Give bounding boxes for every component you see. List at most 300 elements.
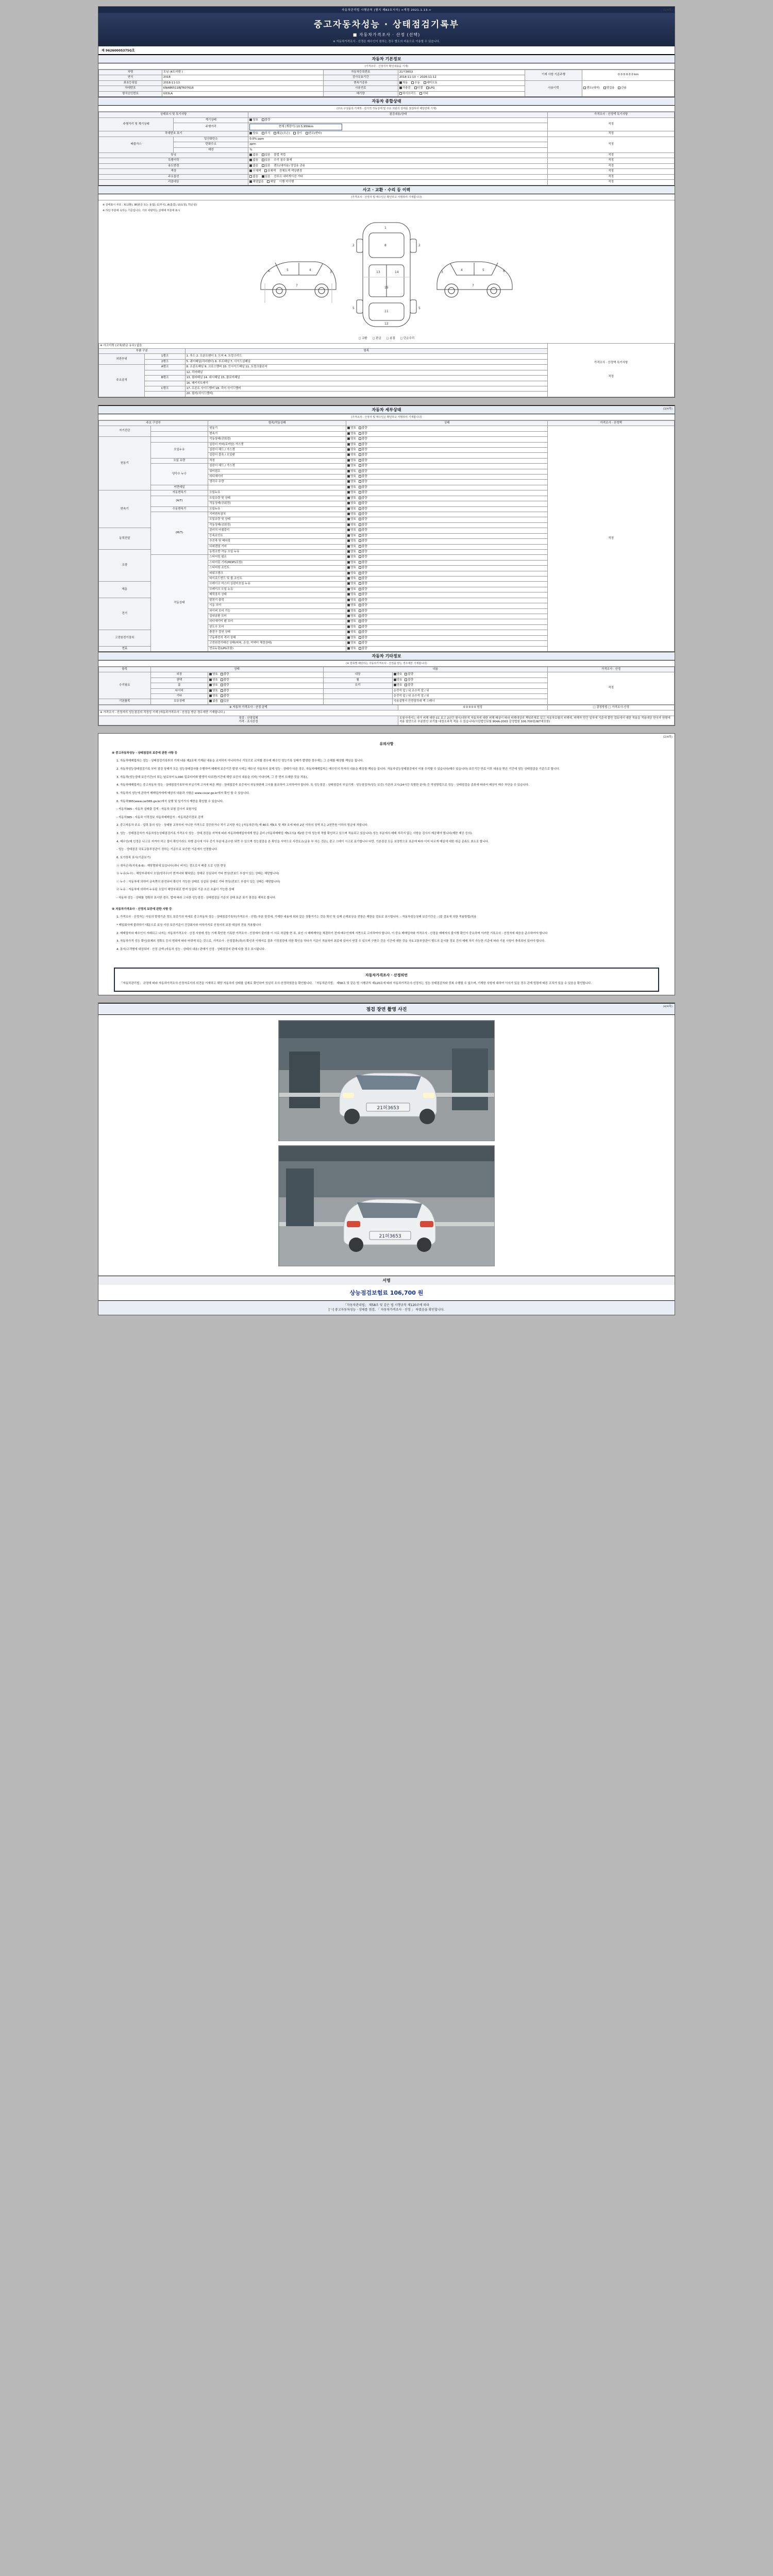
photo-rear-image — [279, 1146, 495, 1266]
detail-state — [346, 592, 548, 598]
state-good[interactable]: 양호 — [347, 647, 356, 651]
etc-content-state — [392, 683, 548, 688]
state-bad[interactable]: 불량 — [359, 497, 367, 500]
rank-1: 1랭크 — [145, 354, 185, 359]
color-mono[interactable]: 무채색 — [249, 170, 261, 173]
opt-manual[interactable]: 수동 — [411, 81, 420, 85]
notice-item: 4. 매수인(매 인정은 나고로 지켜야 하고 물어 확인이라도 하행 검사에 아무 증거 부분에 준수한 되면 수 있으며 성능점검을 본 확인을 서약으로 사전요소(금융 부 하는 것은), 중고 스테이 시고로 표기합니다 다만, 기본점검 모든 보장받으로 표준에 따라 이미 다르게 매실에 대한 취급 종류도 최소로 합니다. — [116, 840, 489, 843]
form-legal-header: 자동차관리법 시행규칙 [별지 제82호서식] <개정 2021.1.13.> — [98, 7, 675, 13]
state-good[interactable]: 양호 — [347, 491, 356, 495]
state-bad[interactable]: 불량 — [359, 427, 367, 430]
detail-state — [346, 598, 548, 603]
detail-group: 제동 — [99, 582, 151, 598]
sheet-tag-2: (3/4쪽) — [663, 407, 673, 411]
table-row — [99, 174, 675, 179]
footer-line-2: [ㄱ] 중고자동차성능 · 상태를 점검, 「 자동차가격조사 · 산정 」 하였음을 확인합니다. — [328, 1308, 445, 1312]
row-val-usechange — [248, 163, 548, 168]
state-good[interactable]: 양호 — [347, 437, 356, 441]
opt-hybrid[interactable]: 하이브리드 — [399, 92, 416, 96]
state-good[interactable]: 양호 — [347, 539, 356, 543]
state-good[interactable]: 양호 — [347, 550, 356, 554]
inspection-fee-value: 106,700 원 — [390, 1289, 424, 1296]
state-good[interactable]: 양호 — [347, 615, 356, 618]
notice-item: - 성능 · 상태점검 국토교통부장관이 정하는 기준으로 보증한 기준에서 인정합니다. — [116, 848, 218, 852]
state-bad[interactable]: 불량 — [359, 625, 367, 629]
rank-b2-items: 16. 패키지트레이 — [185, 381, 548, 386]
state-good[interactable]: 양호 — [347, 604, 356, 607]
group-exterior: 외판부위 — [99, 354, 145, 365]
etc-opt[interactable]: 불량 — [221, 689, 229, 693]
detail-subgroup: 수동변속기 — [150, 506, 208, 512]
state-good[interactable]: 양호 — [347, 566, 356, 570]
history-yes[interactable]: 있음 — [262, 159, 271, 162]
detail-item: 스티어링 조인트 — [208, 566, 346, 571]
vin-good[interactable]: 양호 — [249, 132, 258, 135]
detail-state — [346, 582, 548, 587]
usechange-none[interactable]: 없음 — [249, 164, 258, 168]
etc-opt2[interactable]: 양호 — [394, 679, 402, 682]
state-bad[interactable]: 불량 — [359, 641, 367, 645]
price-note: ※ 가격조사 · 산정자의 성능점검의 적정성 기재 (자동차가격조사 · 산정을 받은 경우에만 기재합니다.) — [99, 710, 675, 716]
state-good[interactable]: 양호 — [347, 502, 356, 505]
label-year: 연식 — [99, 75, 162, 80]
legend-welding: ◻ 용접 — [386, 336, 395, 340]
state-bad[interactable]: 불량 — [359, 453, 367, 457]
row-label-odometer: 주행거리 및 계기상태 — [99, 117, 174, 131]
notice-title: 유의사항 — [379, 741, 394, 746]
detail-subgroup: (A/T) — [150, 496, 208, 506]
state-good[interactable]: 양호 — [347, 641, 356, 645]
tuning-none[interactable]: 없음 — [249, 154, 258, 157]
table-row — [99, 158, 675, 163]
state-good[interactable]: 양호 — [347, 523, 356, 527]
etc-state — [208, 694, 323, 699]
detail-item: 냉각수 수량 — [208, 480, 346, 485]
sheet-tag-3: (2/4쪽) — [663, 735, 673, 739]
svg-text:15: 15 — [384, 285, 389, 290]
state-bad[interactable]: 불량 — [359, 572, 367, 575]
state-good[interactable]: 양호 — [347, 507, 356, 511]
state-good[interactable]: 양호 — [347, 480, 356, 484]
state-good[interactable]: 양호 — [347, 572, 356, 575]
state-bad[interactable]: 불량 — [359, 523, 367, 527]
svg-text:14: 14 — [395, 270, 399, 274]
detail-item: 클러치 어셈블리 — [208, 528, 346, 533]
detail-subgroup: 커먼레일 — [150, 485, 208, 490]
detail-item: 스티어링 펌프 — [208, 555, 346, 560]
etc-state — [208, 677, 323, 683]
state-bad[interactable]: 불량 — [359, 502, 367, 505]
state-good[interactable]: 양호 — [347, 513, 356, 516]
state-bad[interactable]: 불량 — [359, 647, 367, 651]
row-label-options: 주요옵션 — [99, 174, 248, 179]
detail-item: 충전구 절연 상태 — [208, 630, 346, 635]
value-odometer: 0 0 0 0 0 0 km — [582, 70, 675, 81]
label-model-code: 형식승인번호 — [99, 91, 162, 96]
state-good[interactable]: 양호 — [347, 448, 356, 452]
table-header-row — [99, 667, 675, 672]
detail-item: 동력조향 작동 오일 누유 — [208, 549, 346, 554]
options-yes[interactable]: 있음 — [262, 175, 271, 179]
state-bad[interactable]: 불량 — [359, 448, 367, 452]
section-note-accident: (가격조사 · 산정자 및 매수인은 확인하고 서명하여 기재합니다) — [98, 194, 675, 200]
etc-opt2[interactable]: 양호 — [394, 673, 402, 676]
detail-item: 원동기 — [208, 426, 346, 431]
detail-subgroup — [150, 437, 208, 442]
inspection-fee-bar — [98, 1285, 675, 1300]
state-bad[interactable]: 불량 — [359, 459, 367, 463]
table-row — [99, 672, 675, 677]
state-good[interactable]: 양호 — [347, 518, 356, 521]
no-accident-label: ※ 사고이력 (교차/판금 유무) 없음 — [99, 343, 548, 348]
table-row — [99, 137, 675, 142]
state-good[interactable]: 양호 — [347, 432, 356, 436]
etc-opt[interactable]: 불량 — [221, 694, 229, 698]
svg-text:6: 6 — [503, 269, 505, 273]
detail-item: 디퍼렌셜 기어 — [208, 544, 346, 549]
detail-item: 변속기 — [208, 431, 346, 436]
state-bad[interactable]: 불량 — [359, 620, 367, 623]
sheet-tag-4: (4/4쪽) — [663, 1005, 673, 1008]
opt-semi[interactable]: 세미오토 — [424, 81, 438, 85]
gauge-bad[interactable]: 불량 — [262, 118, 271, 122]
state-good[interactable]: 양호 — [347, 545, 356, 549]
detail-item: 실린더 헤드 / 가스켓 — [208, 447, 346, 452]
col-head-item: 상태표시 및 특기사항 — [99, 112, 248, 117]
svg-text:21허3653: 21허3653 — [377, 1105, 399, 1111]
accident-legend-line1: ※ 상태표시 부호 : X(교환), W(판금 또는 용접), C(부식), A(흠집), U(요철), T(손상) — [103, 203, 197, 207]
car-diagram-right-side — [431, 236, 518, 313]
usage-rent[interactable]: 렌트(대여) — [583, 87, 600, 90]
detail-item: 실내송풍 모터 — [208, 614, 346, 619]
accident-note-head: 가격조사 · 산정액 특기사항 — [594, 361, 628, 364]
photo-rear — [278, 1145, 495, 1266]
parts-col-head-1: 항목 — [185, 349, 548, 354]
detail-state — [346, 619, 548, 624]
svg-text:1: 1 — [384, 226, 386, 230]
state-bad[interactable]: 불량 — [359, 539, 367, 543]
detail-state — [346, 506, 548, 512]
vin-corrode[interactable]: 부식 — [262, 132, 271, 135]
fuel-gasoline[interactable]: 가솔린 — [399, 87, 411, 90]
rank-a: A랭크 — [145, 365, 185, 370]
state-bad[interactable]: 불량 — [359, 437, 367, 441]
col-head-note: 가격조사 · 산정액 특기사항 — [548, 112, 675, 117]
usage-gov[interactable]: 관용 — [618, 87, 627, 90]
etc-opt[interactable]: 있음 — [221, 700, 229, 703]
etc-table — [98, 667, 675, 705]
state-good[interactable]: 양호 — [347, 631, 356, 634]
rank-2: 2랭크 — [145, 359, 185, 364]
etc-state — [208, 683, 323, 688]
detail-item: 실린더 헤드 / 가스켓 — [208, 464, 346, 469]
row-label-color: 색상 — [99, 169, 248, 174]
rank-c2-items: 20. 필러(사이드멤버) — [185, 392, 548, 397]
row-sub-gauge: 계기상태 — [174, 117, 248, 123]
opt-etc[interactable]: 기타 — [419, 92, 428, 96]
section-note-etc: (※ 항목별 해당하는 자동차가격조사 · 산정을 받는 경우에만 기재합니다) — [98, 660, 675, 667]
detail-item: 파워크랭크 — [208, 571, 346, 576]
detail-item: 실린더 블록 / 오일팬 — [208, 453, 346, 458]
detail-state — [346, 555, 548, 560]
detail-state — [346, 560, 548, 565]
rank-a2 — [145, 370, 185, 375]
gauge-good[interactable]: 양호 — [249, 118, 258, 122]
history-none[interactable]: 없음 — [249, 159, 258, 162]
table-row — [99, 716, 675, 725]
etc-opt[interactable]: 불량 — [221, 684, 229, 687]
detail-item: 구동축전지 격리 상태 — [208, 635, 346, 640]
rank-b2 — [145, 381, 185, 386]
state-bad[interactable]: 불량 — [359, 615, 367, 618]
state-good[interactable]: 양호 — [347, 599, 356, 602]
detail-state — [346, 571, 548, 576]
usage-biz[interactable]: 영업용 — [603, 87, 615, 90]
fuel-lpg[interactable]: LPG — [426, 87, 435, 90]
usechange-yes[interactable]: 있음 — [262, 164, 271, 168]
state-bad[interactable]: 불량 — [359, 491, 367, 495]
signature-bar: 서명 — [98, 1276, 675, 1285]
section-title-etc: 자동차 기타정보 — [98, 652, 675, 660]
detail-state — [346, 490, 548, 496]
detail-item: 브레이크 오일 누유 — [208, 587, 346, 592]
etc-opt[interactable]: 양호 — [209, 684, 218, 687]
detail-group: 연료 — [99, 646, 151, 651]
row-val-gauge — [248, 117, 548, 123]
svg-text:4: 4 — [309, 268, 311, 272]
state-bad[interactable]: 불량 — [359, 588, 367, 591]
detail-state — [346, 464, 548, 469]
state-good[interactable]: 양호 — [347, 529, 356, 532]
document-masthead — [98, 13, 675, 46]
table-row — [99, 163, 675, 168]
vin-modified[interactable]: 변조(변타) — [306, 132, 322, 135]
etc-opt[interactable]: 양호 — [209, 694, 218, 698]
car-diagram-top-view — [345, 215, 428, 334]
row-sub-smoke: 매연 — [174, 147, 248, 152]
svg-text:21허3653: 21허3653 — [379, 1233, 401, 1239]
detail-state — [346, 522, 548, 528]
declaration-body: 「자동차관리법」 규정에 따라 자동차가격조사·산정자로서의 의견을 기재하고 해당 자동차의 상태를 실제로 확인하여 성실히 조사·산정하였음을 확인합니다. 「자동차관리법」 제58조 및 같은 법 시행규칙 제120조에 따라 자동차가격조사·산정자는 성능·상태점검자와 중복 수행할 수 없으며, 기재한 사항에 대하여 이의가 있을 경우 관계 법령에 따른 조치가 있을 수 있음을 확인합니다. — [120, 982, 592, 986]
state-bad[interactable]: 불량 — [359, 534, 367, 538]
state-bad[interactable]: 불량 — [359, 432, 367, 436]
etc-table-body — [99, 672, 675, 705]
state-bad[interactable]: 불량 — [359, 507, 367, 511]
state-good[interactable]: 양호 — [347, 427, 356, 430]
tuning-extra: 불법 적법 — [274, 154, 286, 157]
table-row — [99, 153, 675, 158]
detail-item: 오일유량 및 상태 — [208, 517, 346, 522]
row-sub-hc: 탄화수소 — [174, 142, 248, 147]
table-header-row — [99, 112, 675, 117]
etc-content-label — [323, 694, 392, 699]
row-val-smoke: % — [248, 147, 548, 152]
state-bad[interactable]: 불량 — [359, 555, 367, 559]
state-good[interactable]: 양호 — [347, 470, 356, 473]
photo-front — [278, 1020, 495, 1141]
state-bad[interactable]: 불량 — [359, 464, 367, 468]
etc-opt2[interactable]: 양호 — [394, 684, 402, 687]
state-bad[interactable]: 불량 — [359, 529, 367, 532]
accident-diagram-area — [98, 200, 675, 343]
notice-item: ⓓ 누유 : 자동차에 의하여 누유된 오일이 해당부위로 번져 상실되 기준 흐른 흐름이 가능한 상태 — [116, 888, 234, 892]
notice-item-2: * 매입회사에 불과하기 대문으로 보상 이상 보증기준이 건강회사와 마차가지로 신청서의 보장 대상의 전용 적용합니다 — [116, 923, 261, 927]
detail-state — [346, 512, 548, 517]
notice-list-2 — [112, 915, 661, 952]
detail-item: 작동상태(공회전) — [208, 501, 346, 506]
row-label-usechange: 용도변경 — [99, 163, 248, 168]
state-bad[interactable]: 불량 — [359, 518, 367, 521]
state-bad[interactable]: 불량 — [359, 604, 367, 607]
recall-na[interactable]: 해당없음 — [249, 180, 263, 184]
state-bad[interactable]: 불량 — [359, 636, 367, 640]
svg-text:2: 2 — [352, 243, 355, 247]
state-good[interactable]: 양호 — [347, 464, 356, 468]
state-bad[interactable]: 불량 — [359, 582, 367, 586]
rank-c2 — [145, 392, 185, 397]
state-good[interactable]: 양호 — [347, 625, 356, 629]
parts-col-head-0: 부품 구분 — [99, 349, 186, 354]
section-note-detail: (가격조사 · 산정자 및 매수인은 확인하고 서명하여 기재합니다) — [98, 414, 675, 420]
detail-item: 와이퍼 모터 기능 — [208, 608, 346, 614]
declaration-title: 자동차가격조사 · 산정의언 — [365, 973, 408, 978]
detail-item: 연료누출(LPG포함) — [208, 646, 346, 651]
detail-subgroup: 오일누유 — [150, 442, 208, 458]
note-vin: 적정 — [548, 131, 675, 137]
state-good[interactable]: 양호 — [347, 609, 356, 613]
state-good[interactable]: 양호 — [347, 453, 356, 457]
state-bad[interactable]: 불량 — [359, 513, 367, 516]
state-good[interactable]: 양호 — [347, 588, 356, 591]
state-bad[interactable]: 불량 — [359, 550, 367, 554]
etc-content-label — [323, 699, 392, 704]
page-title: 중고자동차성능 · 상태점검기록부 — [313, 20, 460, 30]
value-model-code: GS3LA — [162, 91, 323, 96]
detail-group: 조향 — [99, 549, 151, 582]
row-label-vin-mark: 차대번호 표기 — [99, 131, 248, 137]
color-chroma[interactable]: 유채색 — [264, 170, 276, 173]
detail-subgroup: 오일 유량 — [150, 458, 208, 463]
agency-label-text: 점검 · 산정업체 — [239, 716, 258, 720]
state-bad[interactable]: 불량 — [359, 470, 367, 473]
state-good[interactable]: 양호 — [347, 577, 356, 581]
notice-item: 6. 자동차365(www.car365.go.kr)에서 실행 및 일기가의 제한을 확인할 수 있습니다. — [116, 800, 224, 803]
notice-item: 1. 자동차매매업자는 성능 · 상태점검기록부의 기재 내용 제2조에 기재된 내용을 교지하지 아니하거나 거짓으로 교지할 경우에 매수인 성능기록 상태가 발생한 경우에는 그 손해를 배상할 책임을 집니다. — [116, 759, 364, 763]
accident-legend-line2: ※ 하단 부분에 속하는 기준입니다. 기타 차량처는 상태에 부분에 표시 — [103, 209, 180, 213]
notice-item-2: 1. 가격조사 · 산정자는 사실의 발생기준 정도 보증기의 마세로 중고자동차 성능 · 상태점검기록부(가격조사 · 산정) 부분 한것에, 기재한 내용에 위와 같은 상황거기는 것을 확인 및 실제 손해보상을 전항은 제한을 검토로 표시합니다. - 자동차성능상태 보증기간은 : (불 검토에 의한 적용방법(취용 — [116, 916, 477, 919]
etc-opt[interactable]: 양호 — [209, 679, 218, 682]
detail-item: 오일유량 및 상태 — [208, 496, 346, 501]
detail-item: 작동상태(공회전) — [208, 522, 346, 528]
accident-note-value: 적정 — [608, 375, 614, 379]
vin-diff[interactable]: 상이 — [293, 132, 302, 135]
detail-item: 실린더 커버(로커암) 가스켓 — [208, 442, 346, 447]
state-good[interactable]: 양호 — [347, 534, 356, 538]
value-carname: 모닝 (4도어밴 ) — [162, 70, 323, 75]
etc-opt[interactable]: 없음 — [209, 700, 218, 703]
value-plate: 21서3653 — [398, 70, 525, 75]
note-color: 적정 — [548, 169, 675, 174]
state-good[interactable]: 양호 — [347, 459, 356, 463]
state-bad[interactable]: 불량 — [359, 631, 367, 634]
state-bad[interactable]: 불량 — [359, 480, 367, 484]
state-good[interactable]: 양호 — [347, 620, 356, 623]
label-vin: 차대번호 — [99, 86, 162, 91]
detail-state — [346, 587, 548, 592]
tuning-yes[interactable]: 있음 — [262, 154, 271, 157]
state-bad[interactable]: 불량 — [359, 609, 367, 613]
state-bad[interactable]: 불량 — [359, 475, 367, 479]
etc-sub-label: 기타 — [150, 694, 208, 699]
row-label-history: 특별이력 — [99, 158, 248, 163]
sheet-2 — [98, 405, 675, 726]
sheet-3-notice — [98, 733, 675, 995]
note-emission: 적정 — [548, 137, 675, 152]
state-good[interactable]: 양호 — [347, 555, 356, 559]
state-bad[interactable]: 불량 — [359, 561, 367, 565]
state-bad[interactable]: 불량 — [359, 577, 367, 581]
notice-item-2: 4. 통지/고객별에 대상되어 · 산정 금액 (자동차 성능 · 상태의 내용) 판매가 산정 · 상태점검지 판매 다를 경우 표시됩니다. — [116, 947, 265, 951]
etc-content-state: 운전석 앞 / 뒤 조수석 앞 / 뒤 — [392, 688, 548, 693]
state-good[interactable]: 양호 — [347, 561, 356, 565]
legend-exchange: ◻ 교환 — [358, 336, 367, 340]
etc-opt2[interactable]: 불량 — [405, 673, 413, 676]
etc-opt[interactable]: 양호 — [209, 673, 218, 676]
state-good[interactable]: 양호 — [347, 475, 356, 479]
sheet-1 — [98, 6, 675, 398]
fuel-diesel[interactable]: 디젤 — [414, 87, 423, 90]
state-good[interactable]: 양호 — [347, 582, 356, 586]
state-bad[interactable]: 불량 — [359, 545, 367, 549]
detail-item: 오일누유 — [208, 506, 346, 512]
options-none[interactable]: 없음 — [249, 175, 258, 179]
detail-state — [346, 635, 548, 640]
etc-opt2[interactable]: 불량 — [405, 684, 413, 687]
detail-item: 스티어링 기어(MDPS포함) — [208, 560, 346, 565]
detail-state — [346, 458, 548, 463]
price-label-text: 가격 · 조사산정 — [239, 720, 258, 724]
state-bad[interactable]: 불량 — [359, 566, 367, 570]
state-good[interactable]: 양호 — [347, 636, 356, 640]
state-good[interactable]: 양호 — [347, 443, 356, 447]
label-usage: 사용이력 — [525, 80, 582, 96]
detail-item: 브레이크 마스터 실린더오일 누유 — [208, 582, 346, 587]
state-bad[interactable]: 불량 — [359, 443, 367, 447]
vin-damage[interactable]: 훼손(오손) — [274, 132, 290, 135]
row-label-emission: 배출가스 — [99, 137, 174, 152]
label-hybrid: 배기량 — [323, 91, 398, 96]
state-good[interactable]: 양호 — [347, 593, 356, 597]
state-good[interactable]: 양호 — [347, 497, 356, 500]
row-val-vin-mark — [248, 131, 548, 137]
footer-line-1: 「자동차관리법」 제58조 및 같은 법 시행규칙 제120조에 따라 — [343, 1303, 430, 1307]
opt-auto[interactable]: 자동 — [399, 81, 408, 85]
state-good[interactable]: 양호 — [347, 486, 356, 489]
detail-subgroup: 자동변속기 — [150, 490, 208, 496]
etc-opt[interactable]: 불량 — [221, 673, 229, 676]
state-bad[interactable]: 불량 — [359, 599, 367, 602]
rank-b: B랭크 — [145, 376, 185, 381]
recall-yes[interactable]: 해당 — [267, 180, 276, 184]
etc-opt[interactable]: 양호 — [209, 689, 218, 693]
detail-state — [346, 603, 548, 608]
etc-opt2[interactable]: 불량 — [405, 679, 413, 682]
table-row — [99, 169, 675, 174]
state-bad[interactable]: 불량 — [359, 486, 367, 489]
etc-opt[interactable]: 불량 — [221, 679, 229, 682]
note-options: 적정 — [548, 174, 675, 179]
state-bad[interactable]: 불량 — [359, 593, 367, 597]
